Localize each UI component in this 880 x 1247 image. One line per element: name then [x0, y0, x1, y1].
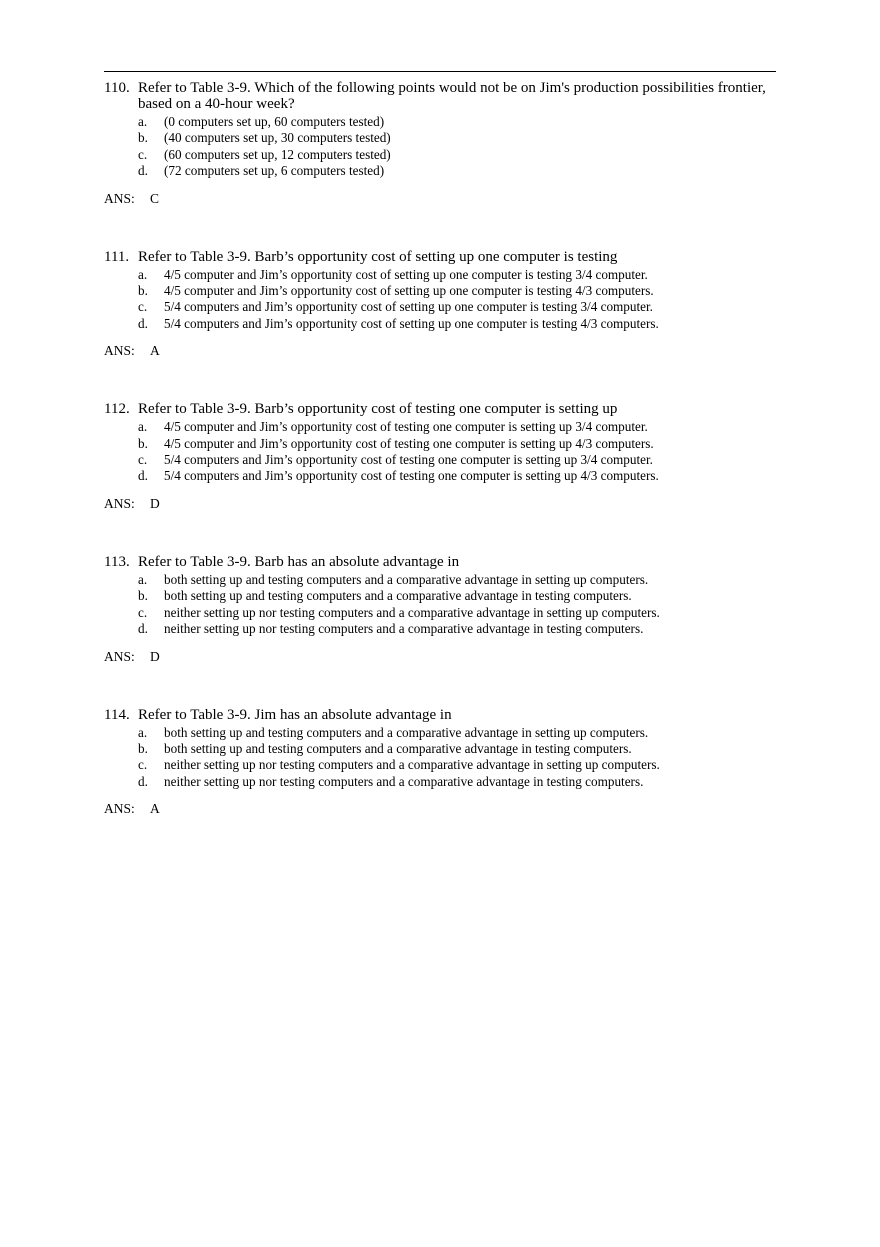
question-number: 114. [104, 706, 130, 723]
choice-list [138, 419, 776, 485]
choice-text: neither setting up nor testing computers and a comparative advantage in setting up computers. [164, 757, 660, 773]
choice-letter: a. [138, 419, 148, 435]
choice-text: 5/4 computers and Jim’s opportunity cost of testing one computer is setting up 4/3 computers. [164, 468, 659, 484]
question-110 [104, 80, 776, 207]
answer-label: ANS: [104, 801, 135, 817]
choice-text: 4/5 computer and Jim’s opportunity cost of testing one computer is setting up 3/4 computer. [164, 419, 648, 435]
answer-line [104, 191, 776, 207]
choice-text: neither setting up nor testing computers and a comparative advantage in testing computers. [164, 621, 644, 637]
choice-text: 5/4 computers and Jim’s opportunity cost of setting up one computer is testing 4/3 computers. [164, 315, 659, 331]
choice-letter: d. [138, 315, 148, 331]
answer-line [104, 343, 776, 359]
answer-value: C [150, 190, 160, 206]
choice-text: both setting up and testing computers and a comparative advantage in testing computers. [164, 588, 632, 604]
choice-a [138, 114, 776, 130]
choice-text: 4/5 computer and Jim’s opportunity cost of setting up one computer is testing 4/3 computers. [164, 283, 654, 299]
answer-line [104, 801, 776, 817]
choice-letter: a. [138, 114, 148, 129]
choice-list [138, 114, 776, 180]
choice-list [138, 572, 776, 638]
choice-letter: b. [138, 740, 148, 756]
choice-list [138, 267, 776, 333]
choice-letter: d. [138, 163, 148, 179]
choice-b [138, 283, 776, 299]
top-rule [104, 71, 776, 72]
choice-b [138, 130, 776, 146]
choice-letter: b. [138, 283, 148, 299]
question-stem: Refer to Table 3-9. Barb’s opportunity cost of setting up one computer is testing [138, 248, 618, 265]
choice-letter: c. [138, 299, 148, 315]
choice-text: (40 computers set up, 30 computers tested) [164, 130, 391, 146]
question-number: 112. [104, 401, 130, 418]
choice-letter: b. [138, 588, 148, 604]
choice-a [138, 725, 776, 741]
choice-text: both setting up and testing computers and a comparative advantage in setting up computers. [164, 724, 649, 740]
question-stem: Refer to Table 3-9. Barb has an absolute advantage in [138, 553, 460, 570]
choice-text: (60 computers set up, 12 computers tested) [164, 146, 391, 162]
choice-a [138, 572, 776, 588]
answer-label: ANS: [104, 190, 135, 206]
question-number: 111. [104, 248, 130, 265]
choice-b [138, 588, 776, 604]
choice-text: 4/5 computer and Jim’s opportunity cost of testing one computer is setting up 4/3 computers. [164, 435, 654, 451]
choice-letter: c. [138, 146, 148, 162]
question-number: 113. [104, 553, 130, 570]
choice-list [138, 725, 776, 791]
answer-label: ANS: [104, 343, 135, 359]
choice-a [138, 267, 776, 283]
answer-value: D [150, 648, 160, 664]
choice-letter: d. [138, 621, 148, 637]
choice-a [138, 419, 776, 435]
question-stem: Refer to Table 3-9. Barb’s opportunity cost of testing one computer is setting up [138, 401, 618, 418]
answer-value: D [150, 495, 160, 511]
question-stem: Refer to Table 3-9. Jim has an absolute advantage in [138, 706, 452, 723]
choice-text: (72 computers set up, 6 computers tested) [164, 163, 385, 179]
choice-letter: b. [138, 130, 148, 146]
choice-letter: a. [138, 724, 148, 740]
choice-text: both setting up and testing computers and a comparative advantage in setting up computers. [164, 571, 649, 587]
question-number: 110. [104, 80, 130, 96]
choice-c [138, 452, 776, 468]
choice-c [138, 605, 776, 621]
choice-letter: d. [138, 468, 148, 484]
choice-d [138, 163, 776, 179]
choice-letter: a. [138, 571, 148, 587]
choice-text: 5/4 computers and Jim’s opportunity cost of testing one computer is setting up 3/4 computer. [164, 452, 653, 468]
choice-letter: a. [138, 266, 148, 282]
choice-text: (0 computers set up, 60 computers tested) [164, 114, 385, 129]
choice-letter: c. [138, 604, 148, 620]
question-list [104, 80, 776, 817]
choice-b [138, 741, 776, 757]
question-111 [104, 249, 776, 360]
choice-d [138, 316, 776, 332]
choice-d [138, 468, 776, 484]
choice-text: 4/5 computer and Jim’s opportunity cost of setting up one computer is testing 3/4 computer. [164, 266, 648, 282]
answer-label: ANS: [104, 648, 135, 664]
answer-line [104, 649, 776, 665]
choice-letter: c. [138, 757, 148, 773]
answer-value: A [150, 801, 160, 817]
answer-value: A [150, 343, 160, 359]
choice-text: both setting up and testing computers and a comparative advantage in testing computers. [164, 740, 632, 756]
question-stem: Refer to Table 3-9. Which of the following points would not be on Jim's production possibilities frontier, based on a 40-hour week? [138, 80, 766, 112]
choice-c [138, 299, 776, 315]
answer-label: ANS: [104, 495, 135, 511]
choice-b [138, 436, 776, 452]
choice-letter: c. [138, 452, 148, 468]
answer-line [104, 496, 776, 512]
choice-text: neither setting up nor testing computers and a comparative advantage in testing computers. [164, 773, 644, 789]
choice-text: neither setting up nor testing computers and a comparative advantage in setting up computers. [164, 604, 660, 620]
choice-text: 5/4 computers and Jim’s opportunity cost of setting up one computer is testing 3/4 computer. [164, 299, 653, 315]
choice-letter: d. [138, 773, 148, 789]
question-114 [104, 707, 776, 818]
question-112 [104, 401, 776, 512]
choice-letter: b. [138, 435, 148, 451]
choice-d [138, 774, 776, 790]
choice-d [138, 621, 776, 637]
choice-c [138, 757, 776, 773]
choice-c [138, 147, 776, 163]
question-113 [104, 554, 776, 665]
